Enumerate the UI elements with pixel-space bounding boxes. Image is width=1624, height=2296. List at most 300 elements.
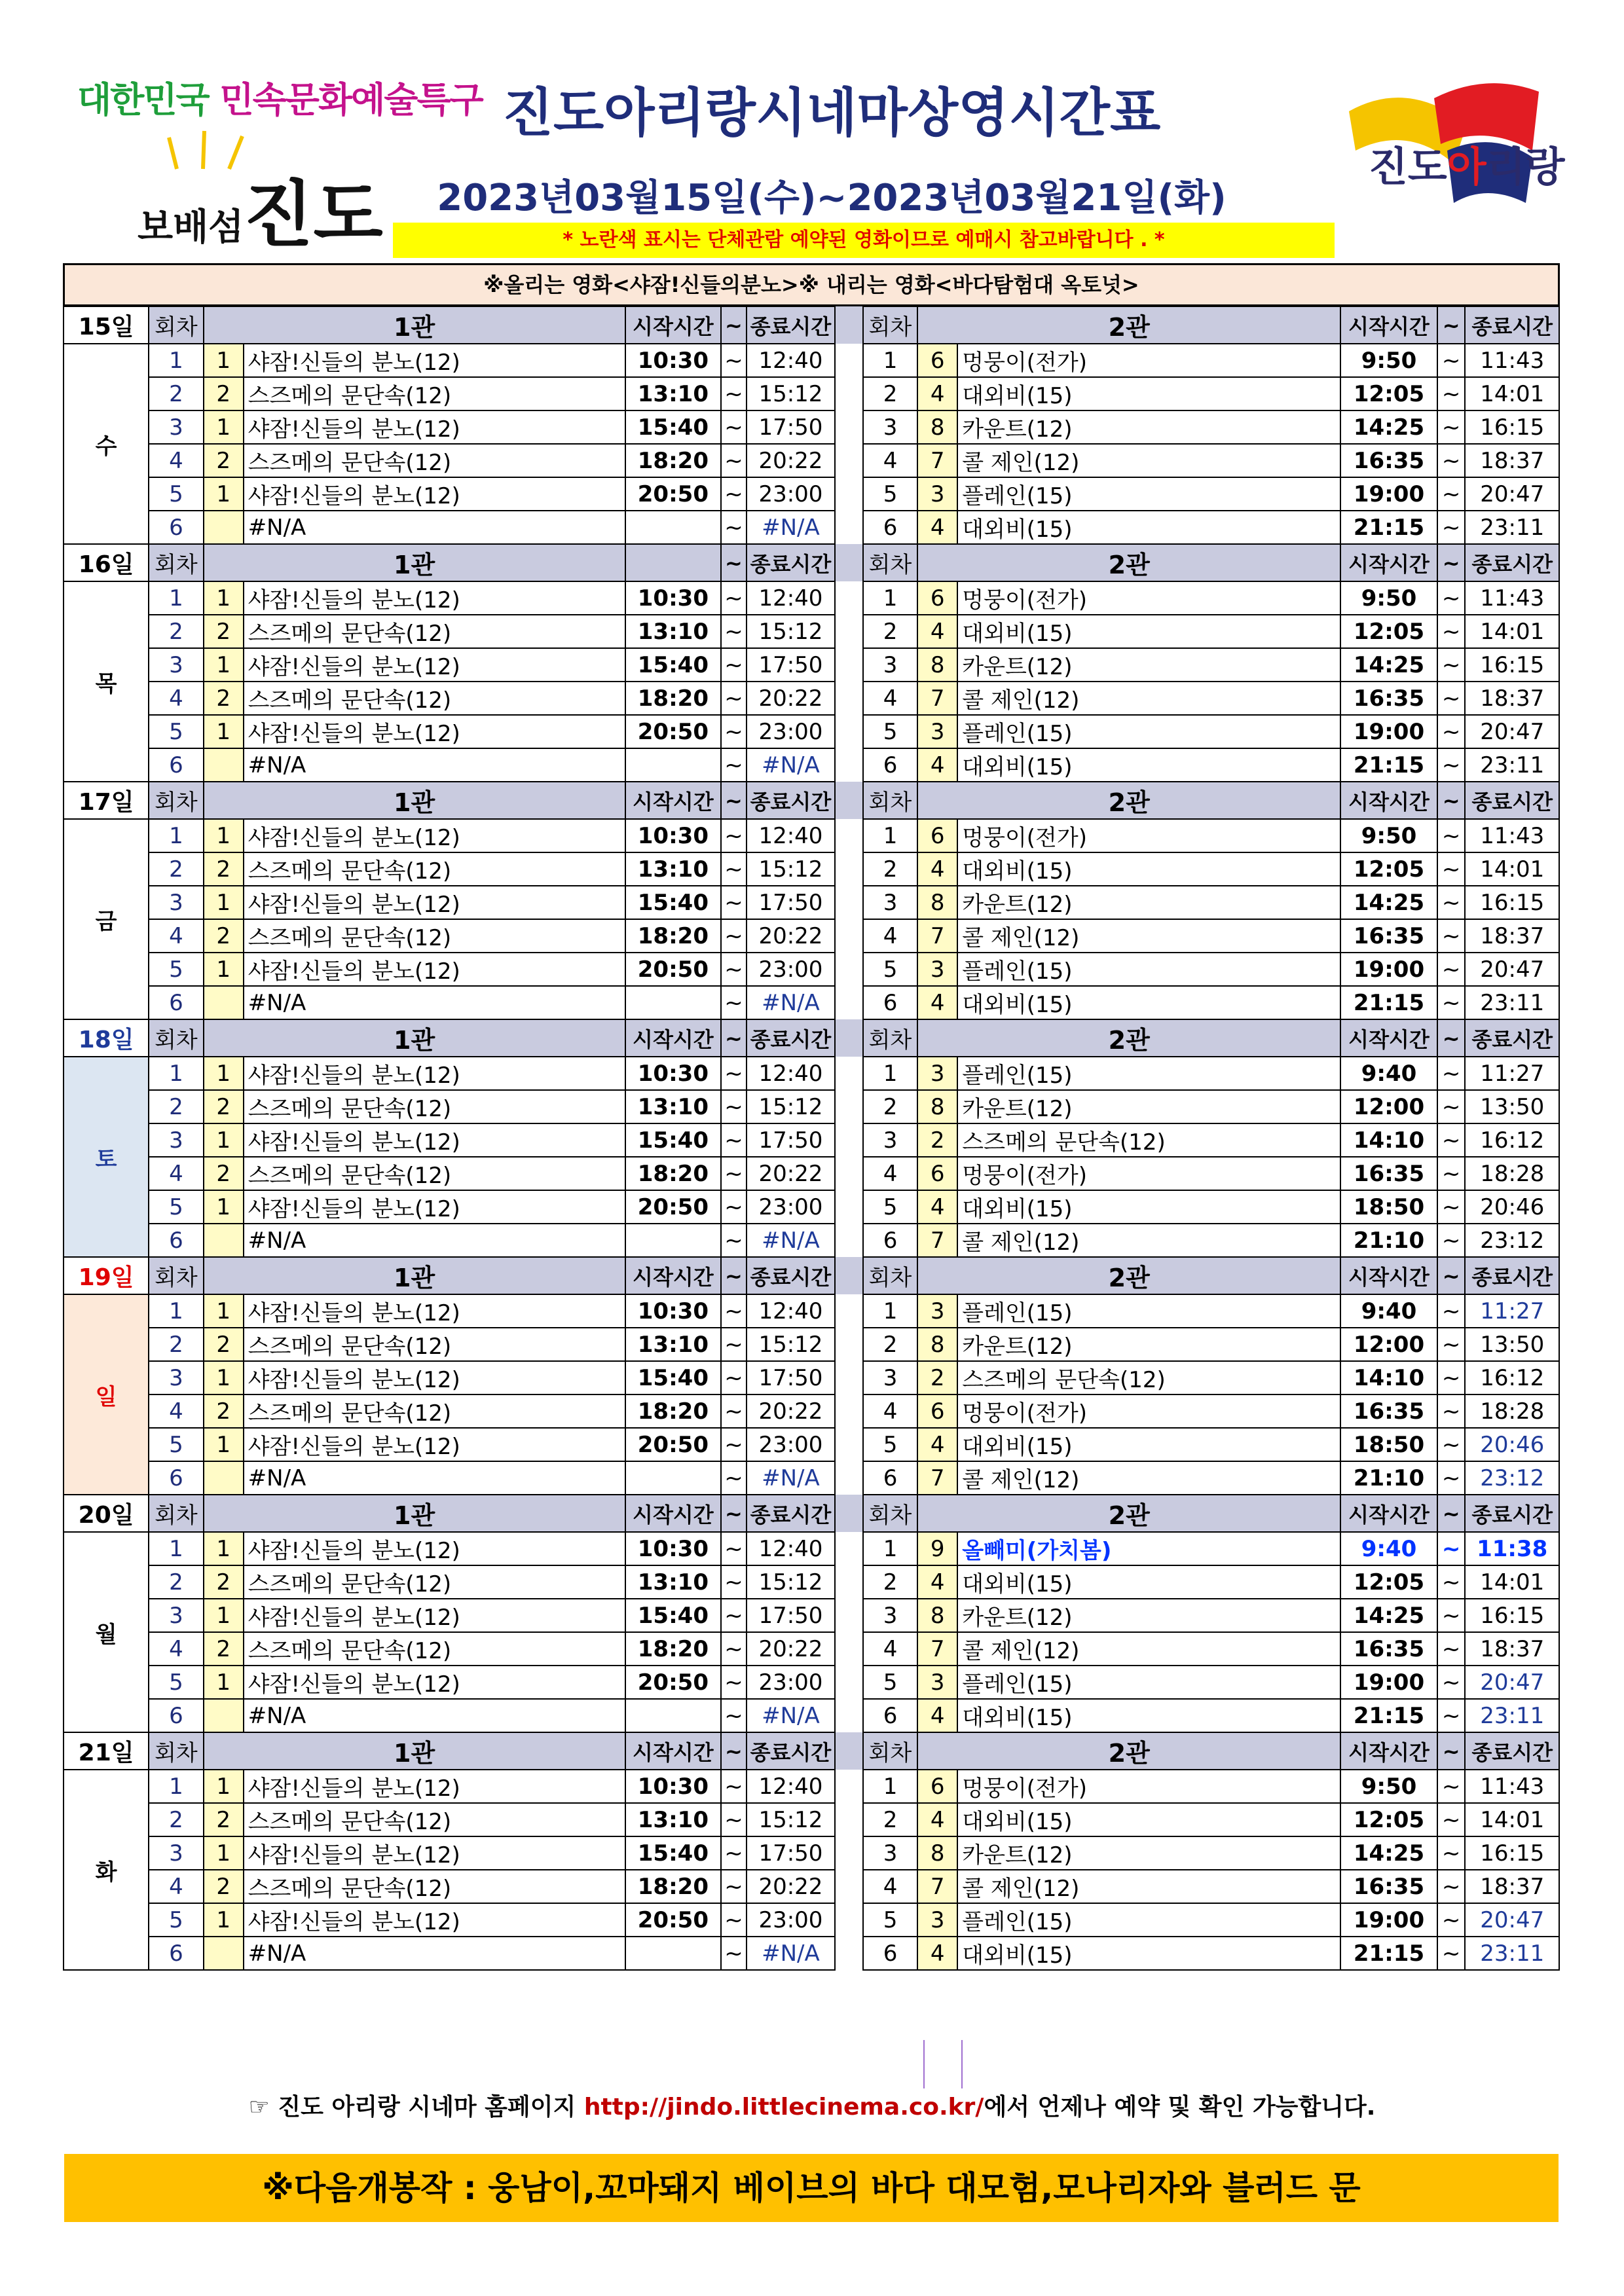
hall1-start-time: 10:30 (625, 344, 722, 377)
showtime-row (64, 1532, 1559, 1565)
hall1-movie-title: 스즈메의 문단속(12) (244, 1394, 625, 1428)
hall2-movie-title: 대외비(15) (957, 986, 1340, 1019)
hall2-tilde: ~ (1437, 444, 1466, 477)
hall1-screen-no: 2 (204, 444, 244, 477)
hall2-end-time: 11:43 (1465, 819, 1559, 852)
hall1-end-time: 17:50 (747, 1361, 835, 1394)
hall2-screen-no: 8 (917, 1836, 957, 1870)
day-header-row (64, 1019, 1559, 1057)
hall2-start-time: 9:50 (1340, 581, 1437, 615)
hall1-tilde: ~ (721, 1632, 747, 1666)
hall1-round: 5 (149, 715, 203, 748)
hall1-round: 3 (149, 886, 203, 919)
hall2-start-time: 12:05 (1340, 852, 1437, 886)
column-header-round: 회차 (149, 1495, 203, 1532)
hall2-end-time: 23:12 (1465, 1461, 1559, 1495)
column-header-tilde: ~ (721, 306, 747, 344)
hall1-tilde: ~ (721, 953, 747, 986)
column-gap (835, 1123, 863, 1157)
hall1-screen-no: 2 (204, 1394, 244, 1428)
column-header-round: 회차 (149, 306, 203, 344)
hall1-start-time: 13:10 (625, 1565, 722, 1599)
hall2-screen-no: 4 (917, 511, 957, 544)
hall2-round: 4 (863, 1394, 917, 1428)
hall1-start-time: 15:40 (625, 1123, 722, 1157)
hall2-screen-no: 6 (917, 1157, 957, 1190)
column-header-end: 종료시간 (1465, 782, 1559, 819)
hall1-screen-no: 1 (204, 1532, 244, 1565)
column-header-round: 회차 (863, 1732, 917, 1770)
hall1-end-time: #N/A (747, 1224, 835, 1257)
hall2-movie-title: 플레인(15) (957, 477, 1340, 511)
day-header-row (64, 782, 1559, 819)
hall1-end-time: 15:12 (747, 1328, 835, 1361)
showtime-row (64, 919, 1559, 953)
hall2-screen-no: 4 (917, 1699, 957, 1732)
showtime-row (64, 715, 1559, 748)
hall1-start-time: 20:50 (625, 1190, 722, 1224)
column-gap (835, 1257, 863, 1294)
column-gap (835, 1157, 863, 1190)
hall2-start-time: 14:25 (1340, 410, 1437, 444)
hall2-movie-title: 콜 제인(12) (957, 1632, 1340, 1666)
hall1-tilde: ~ (721, 1870, 747, 1903)
hall2-end-time: 16:15 (1465, 1599, 1559, 1632)
column-gap (835, 306, 863, 344)
hall2-start-time: 19:00 (1340, 477, 1437, 511)
hall2-start-time: 9:40 (1340, 1294, 1437, 1328)
hall1-screen-no (204, 748, 244, 782)
hall1-screen-no: 2 (204, 919, 244, 953)
column-header-start: 시작시간 (625, 306, 722, 344)
hall2-round: 1 (863, 819, 917, 852)
hall1-movie-title: 샤잠!신들의 분노(12) (244, 953, 625, 986)
hall1-start-time: 15:40 (625, 648, 722, 682)
hall2-end-time: 16:15 (1465, 1836, 1559, 1870)
hall2-screen-no: 4 (917, 377, 957, 410)
hall2-movie-title: 플레인(15) (957, 1057, 1340, 1090)
hall1-tilde: ~ (721, 1599, 747, 1632)
hall2-tilde: ~ (1437, 1190, 1466, 1224)
column-gap (835, 477, 863, 511)
hall2-end-time: 11:27 (1465, 1057, 1559, 1090)
logo-left-slogan: 대한민국 민속문화예술특구 (77, 79, 483, 120)
column-gap (835, 986, 863, 1019)
hall1-start-time: 18:20 (625, 1157, 722, 1190)
hall2-round: 3 (863, 1361, 917, 1394)
column-header-hall2: 2관 (917, 1732, 1340, 1770)
day-date: 19일 (64, 1257, 149, 1294)
hall1-start-time: 20:50 (625, 1903, 722, 1937)
showtime-row (64, 1057, 1559, 1090)
hall1-start-time: 10:30 (625, 1057, 722, 1090)
hall1-end-time: 23:00 (747, 1903, 835, 1937)
hall1-tilde: ~ (721, 1157, 747, 1190)
hall1-round: 2 (149, 377, 203, 410)
column-header-round: 회차 (863, 306, 917, 344)
showtime-row (64, 682, 1559, 715)
hall1-movie-title: 스즈메의 문단속(12) (244, 377, 625, 410)
showtime-row (64, 1565, 1559, 1599)
release-banner: ※올리는 영화<샤잠!신들의분노>※ 내리는 영화<바다탐험대 옥토넛> (63, 263, 1560, 306)
hall1-start-time: 13:10 (625, 1090, 722, 1123)
hall1-screen-no: 1 (204, 1190, 244, 1224)
column-gap (835, 1599, 863, 1632)
hall1-round: 5 (149, 1666, 203, 1699)
hall2-start-time: 16:35 (1340, 1870, 1437, 1903)
hall2-tilde: ~ (1437, 1461, 1466, 1495)
hall2-tilde: ~ (1437, 748, 1466, 782)
column-gap (835, 1565, 863, 1599)
hall2-screen-no: 3 (917, 715, 957, 748)
hall1-tilde: ~ (721, 477, 747, 511)
hall2-round: 5 (863, 953, 917, 986)
hall2-round: 1 (863, 1532, 917, 1565)
hall2-end-time: 11:43 (1465, 1770, 1559, 1803)
column-gap (835, 1937, 863, 1970)
column-gap (835, 1361, 863, 1394)
hall1-round: 1 (149, 1057, 203, 1090)
hall1-start-time: 13:10 (625, 852, 722, 886)
hall1-round: 1 (149, 1770, 203, 1803)
column-gap (835, 344, 863, 377)
hall1-tilde: ~ (721, 1057, 747, 1090)
hall2-tilde: ~ (1437, 682, 1466, 715)
hall1-screen-no (204, 1937, 244, 1970)
hall1-movie-title: 스즈메의 문단속(12) (244, 1632, 625, 1666)
hall1-round: 5 (149, 1190, 203, 1224)
column-header-hall2: 2관 (917, 306, 1340, 344)
hall2-round: 5 (863, 477, 917, 511)
hall2-round: 4 (863, 1632, 917, 1666)
hall2-end-time: 23:11 (1465, 748, 1559, 782)
column-header-start: 시작시간 (1340, 544, 1437, 581)
hall2-screen-no: 7 (917, 1870, 957, 1903)
hall1-movie-title: 스즈메의 문단속(12) (244, 1328, 625, 1361)
hall1-round: 1 (149, 1294, 203, 1328)
hall1-end-time: 20:22 (747, 682, 835, 715)
hall2-tilde: ~ (1437, 819, 1466, 852)
showtime-row (64, 410, 1559, 444)
column-header-start: 시작시간 (625, 1019, 722, 1057)
column-header-tilde: ~ (1437, 1257, 1466, 1294)
hall1-screen-no: 2 (204, 1565, 244, 1599)
hall2-end-time: 20:46 (1465, 1190, 1559, 1224)
hall2-start-time: 21:15 (1340, 986, 1437, 1019)
hall2-tilde: ~ (1437, 886, 1466, 919)
hall1-round: 3 (149, 1836, 203, 1870)
hall1-end-time: 23:00 (747, 1428, 835, 1461)
hall2-round: 3 (863, 410, 917, 444)
hall2-tilde: ~ (1437, 1903, 1466, 1937)
hall1-end-time: #N/A (747, 1699, 835, 1732)
hall1-movie-title: #N/A (244, 986, 625, 1019)
schedule-table (63, 306, 1560, 1971)
hall1-tilde: ~ (721, 410, 747, 444)
hall1-tilde: ~ (721, 1666, 747, 1699)
hall1-start-time: 18:20 (625, 1870, 722, 1903)
hall2-round: 5 (863, 1903, 917, 1937)
hall1-movie-title: 샤잠!신들의 분노(12) (244, 581, 625, 615)
hall1-round: 6 (149, 1224, 203, 1257)
column-gap (835, 953, 863, 986)
hall1-tilde: ~ (721, 1937, 747, 1970)
hall2-start-time: 12:05 (1340, 377, 1437, 410)
hall2-start-time: 16:35 (1340, 1394, 1437, 1428)
hall1-round: 4 (149, 1870, 203, 1903)
hall2-movie-title: 멍뭉이(전가) (957, 819, 1340, 852)
hall1-tilde: ~ (721, 682, 747, 715)
hall1-round: 4 (149, 682, 203, 715)
column-header-tilde: ~ (721, 1495, 747, 1532)
hall2-round: 6 (863, 1699, 917, 1732)
hall2-start-time: 16:35 (1340, 1157, 1437, 1190)
hall1-end-time: 20:22 (747, 1632, 835, 1666)
hall1-movie-title: 스즈메의 문단속(12) (244, 1803, 625, 1836)
column-header-round: 회차 (149, 1019, 203, 1057)
hall2-end-time: 11:38 (1465, 1532, 1559, 1565)
hall2-movie-title: 카운트(12) (957, 1328, 1340, 1361)
hall2-end-time: 20:47 (1465, 953, 1559, 986)
column-gap (835, 1699, 863, 1732)
hall1-round: 3 (149, 1599, 203, 1632)
hall2-round: 5 (863, 1428, 917, 1461)
column-header-hall1: 1관 (204, 1495, 625, 1532)
hall1-end-time: 23:00 (747, 477, 835, 511)
hall1-start-time: 20:50 (625, 477, 722, 511)
hall1-start-time (625, 748, 722, 782)
hall2-screen-no: 3 (917, 477, 957, 511)
hall2-end-time: 16:12 (1465, 1123, 1559, 1157)
column-gap (835, 1903, 863, 1937)
hall1-movie-title: 샤잠!신들의 분노(12) (244, 477, 625, 511)
showtime-row (64, 1328, 1559, 1361)
hall1-end-time: 20:22 (747, 1870, 835, 1903)
hall2-tilde: ~ (1437, 715, 1466, 748)
column-header-end: 종료시간 (747, 1019, 835, 1057)
hall1-end-time: #N/A (747, 748, 835, 782)
column-gap (835, 886, 863, 919)
hall1-round: 5 (149, 953, 203, 986)
hall1-screen-no: 1 (204, 344, 244, 377)
hall1-tilde: ~ (721, 648, 747, 682)
hall1-tilde: ~ (721, 715, 747, 748)
hall1-end-time: 15:12 (747, 615, 835, 648)
hall2-round: 6 (863, 748, 917, 782)
hall2-tilde: ~ (1437, 1565, 1466, 1599)
hall2-movie-title: 대외비(15) (957, 1937, 1340, 1970)
hall2-movie-title: 카운트(12) (957, 1599, 1340, 1632)
hall1-end-time: 23:00 (747, 1666, 835, 1699)
column-gap (835, 1632, 863, 1666)
hall2-screen-no: 8 (917, 1090, 957, 1123)
hall1-end-time: 17:50 (747, 648, 835, 682)
hall2-movie-title: 카운트(12) (957, 886, 1340, 919)
column-gap (835, 377, 863, 410)
hall1-end-time: 15:12 (747, 377, 835, 410)
column-gap (835, 1090, 863, 1123)
column-header-round: 회차 (863, 544, 917, 581)
hall2-screen-no: 8 (917, 886, 957, 919)
hall1-movie-title: 샤잠!신들의 분노(12) (244, 886, 625, 919)
hall1-screen-no: 1 (204, 581, 244, 615)
hall2-tilde: ~ (1437, 377, 1466, 410)
column-header-hall1: 1관 (204, 1732, 625, 1770)
hall1-tilde: ~ (721, 1699, 747, 1732)
showtime-row (64, 444, 1559, 477)
hall1-end-time: 12:40 (747, 1294, 835, 1328)
hall2-screen-no: 3 (917, 1057, 957, 1090)
column-gap (835, 1532, 863, 1565)
hall2-tilde: ~ (1437, 1836, 1466, 1870)
schedule-period: 2023년03월15일(수)~2023년03월21일(화) (437, 177, 1227, 219)
hall1-screen-no: 1 (204, 477, 244, 511)
column-gap (835, 682, 863, 715)
hall1-start-time: 10:30 (625, 1294, 722, 1328)
hall1-movie-title: #N/A (244, 1461, 625, 1495)
column-gap (835, 581, 863, 615)
hall2-tilde: ~ (1437, 511, 1466, 544)
showtime-row (64, 1461, 1559, 1495)
hall2-tilde: ~ (1437, 1328, 1466, 1361)
hall2-movie-title: 콜 제인(12) (957, 1224, 1340, 1257)
hall2-end-time: 18:37 (1465, 1870, 1559, 1903)
hall2-start-time: 21:15 (1340, 1699, 1437, 1732)
hall1-end-time: 12:40 (747, 344, 835, 377)
hall1-movie-title: 스즈메의 문단속(12) (244, 919, 625, 953)
hall2-end-time: 23:11 (1465, 1937, 1559, 1970)
hall2-screen-no: 6 (917, 1394, 957, 1428)
homepage-link[interactable]: http://jindo.littlecinema.co.kr/ (583, 2094, 984, 2121)
hall2-tilde: ~ (1437, 1632, 1466, 1666)
hall2-start-time: 14:10 (1340, 1361, 1437, 1394)
column-header-end: 종료시간 (747, 1257, 835, 1294)
showtime-row (64, 648, 1559, 682)
hall1-screen-no (204, 986, 244, 1019)
hall2-movie-title: 멍뭉이(전가) (957, 581, 1340, 615)
hall2-round: 3 (863, 1123, 917, 1157)
hall1-start-time: 18:20 (625, 444, 722, 477)
hall2-start-time: 21:15 (1340, 1937, 1437, 1970)
hall1-start-time: 10:30 (625, 819, 722, 852)
showtime-row (64, 852, 1559, 886)
hall1-movie-title: 샤잠!신들의 분노(12) (244, 648, 625, 682)
hall2-tilde: ~ (1437, 1123, 1466, 1157)
hall2-round: 4 (863, 1870, 917, 1903)
column-header-tilde: ~ (1437, 1495, 1466, 1532)
day-of-week: 수 (64, 344, 149, 544)
day-header-row (64, 1495, 1559, 1532)
showtime-row (64, 1699, 1559, 1732)
hall2-screen-no: 3 (917, 1294, 957, 1328)
hall1-round: 3 (149, 1123, 203, 1157)
column-gap (835, 648, 863, 682)
hall2-screen-no: 6 (917, 819, 957, 852)
hall1-start-time (625, 511, 722, 544)
hall2-round: 2 (863, 1090, 917, 1123)
showtime-row (64, 1937, 1559, 1970)
hall1-screen-no: 2 (204, 1632, 244, 1666)
hall2-end-time: 18:28 (1465, 1157, 1559, 1190)
column-header-start: 시작시간 (625, 1732, 722, 1770)
hall1-end-time: 17:50 (747, 886, 835, 919)
hall1-screen-no: 1 (204, 1666, 244, 1699)
hall1-end-time: 15:12 (747, 852, 835, 886)
column-header-start: 시작시간 (1340, 306, 1437, 344)
hall2-round: 2 (863, 1328, 917, 1361)
hall2-round: 1 (863, 1294, 917, 1328)
hall1-round: 6 (149, 748, 203, 782)
hall2-start-time: 9:50 (1340, 819, 1437, 852)
hall2-screen-no: 6 (917, 1770, 957, 1803)
column-header-tilde: ~ (721, 1019, 747, 1057)
hall2-tilde: ~ (1437, 1770, 1466, 1803)
column-header-tilde: ~ (721, 782, 747, 819)
hall2-start-time: 14:25 (1340, 1836, 1437, 1870)
logo-right (1336, 72, 1565, 229)
hall1-screen-no: 2 (204, 1803, 244, 1836)
hall1-round: 1 (149, 819, 203, 852)
column-header-end: 종료시간 (1465, 1495, 1559, 1532)
showtime-row (64, 1294, 1559, 1328)
hall2-movie-title: 스즈메의 문단속(12) (957, 1123, 1340, 1157)
hall1-round: 1 (149, 1532, 203, 1565)
group-booking-notice: * 노란색 표시는 단체관람 예약된 영화이므로 예매시 참고바랍니다 . * (393, 223, 1335, 258)
hall2-tilde: ~ (1437, 1599, 1466, 1632)
hall1-tilde: ~ (721, 1903, 747, 1937)
hall1-screen-no: 1 (204, 886, 244, 919)
hall1-start-time: 18:20 (625, 1632, 722, 1666)
hall1-movie-title: 스즈메의 문단속(12) (244, 1870, 625, 1903)
hall1-tilde: ~ (721, 919, 747, 953)
hall1-round: 2 (149, 1565, 203, 1599)
hall2-round: 3 (863, 1836, 917, 1870)
hall2-start-time: 21:15 (1340, 511, 1437, 544)
hall2-screen-no: 8 (917, 648, 957, 682)
hall2-screen-no: 4 (917, 1803, 957, 1836)
hall2-movie-title: 대외비(15) (957, 1190, 1340, 1224)
next-release-banner: ※다음개봉작 : 웅남이,꼬마돼지 베이브의 바다 대모험,모나리자와 블러드 문 (64, 2154, 1559, 2222)
hall1-movie-title: 샤잠!신들의 분노(12) (244, 1836, 625, 1870)
hall2-movie-title: 플레인(15) (957, 953, 1340, 986)
hall1-round: 5 (149, 1903, 203, 1937)
hall1-movie-title: 샤잠!신들의 분노(12) (244, 1428, 625, 1461)
hall1-movie-title: 스즈메의 문단속(12) (244, 682, 625, 715)
hall2-end-time: 11:43 (1465, 344, 1559, 377)
hall1-round: 5 (149, 477, 203, 511)
column-gap (835, 1394, 863, 1428)
hall2-end-time: 18:37 (1465, 682, 1559, 715)
hall2-round: 6 (863, 511, 917, 544)
hall2-screen-no: 9 (917, 1532, 957, 1565)
hall1-end-time: 23:00 (747, 953, 835, 986)
hall2-end-time: 14:01 (1465, 377, 1559, 410)
hall2-screen-no: 4 (917, 1428, 957, 1461)
hall1-tilde: ~ (721, 615, 747, 648)
hall2-movie-title: 카운트(12) (957, 1090, 1340, 1123)
column-header-start: 시작시간 (625, 782, 722, 819)
hall2-movie-title: 대외비(15) (957, 1428, 1340, 1461)
hall1-round: 6 (149, 1937, 203, 1970)
hall2-round: 1 (863, 1770, 917, 1803)
hall1-screen-no: 1 (204, 1599, 244, 1632)
hall2-end-time: 23:12 (1465, 1224, 1559, 1257)
hall1-screen-no: 2 (204, 1157, 244, 1190)
hall2-screen-no: 7 (917, 444, 957, 477)
column-header-round: 회차 (863, 1019, 917, 1057)
hall1-screen-no: 1 (204, 1123, 244, 1157)
hall2-tilde: ~ (1437, 1157, 1466, 1190)
